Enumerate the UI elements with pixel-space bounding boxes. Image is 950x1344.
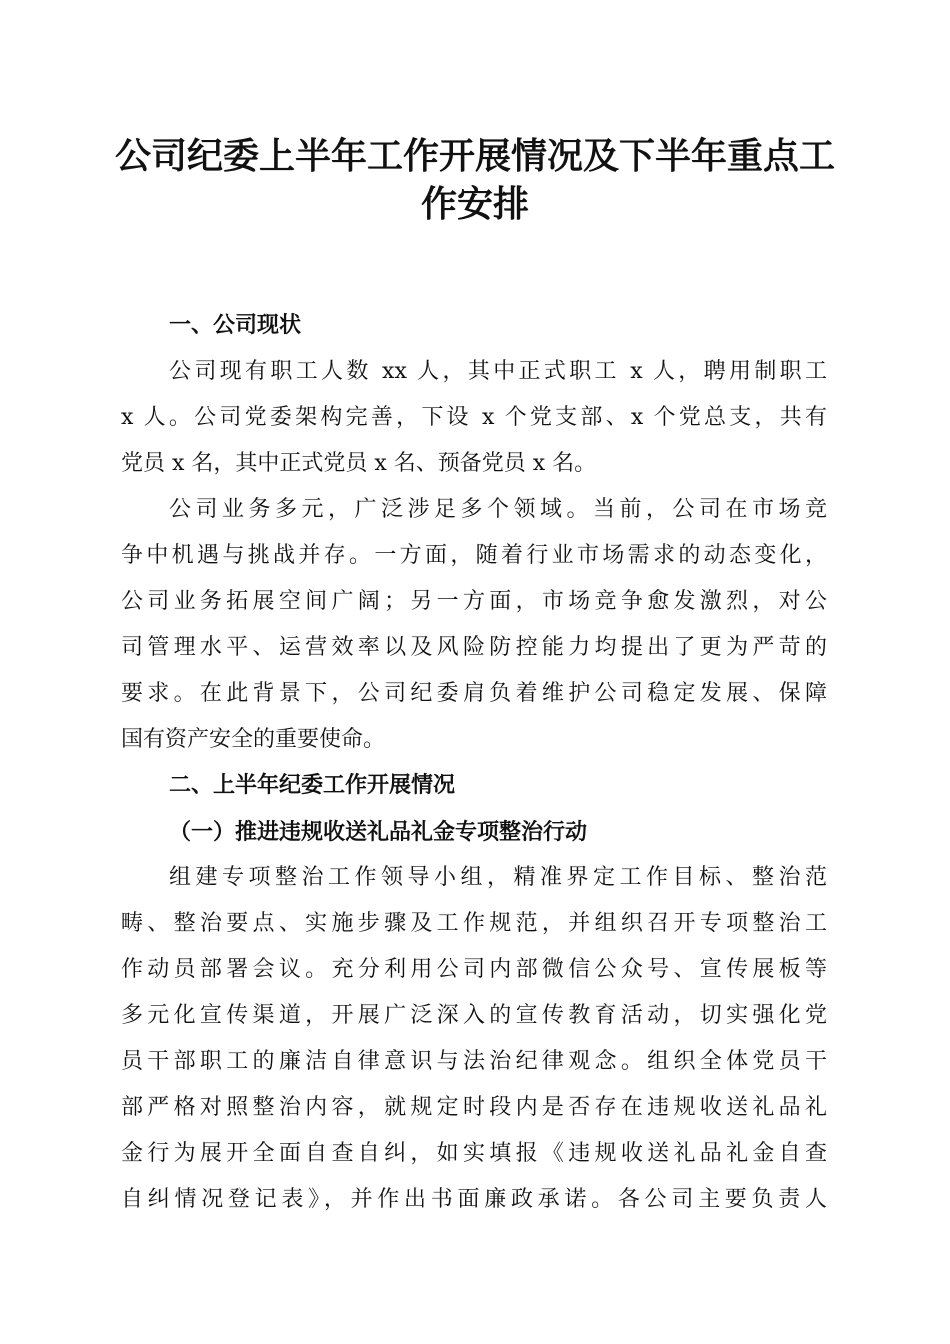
- paragraph-line: 作动员部署会议。充分利用公司内部微信公众号、宣传展板等: [121, 957, 827, 982]
- document-title: [110, 133, 840, 229]
- paragraph-line: 国有资产安全的重要使命。: [121, 727, 386, 752]
- section-2-subheading: （一）推进违规收送礼品礼金专项整治行动: [169, 819, 588, 845]
- paragraph-line: 金行为展开全面自查自纠，如实填报《违规收送礼品礼金自查: [121, 1141, 827, 1166]
- section-1-paragraph-2: [121, 487, 827, 763]
- paragraph-line: 公司业务拓展空间广阔；另一方面，市场竞争愈发激烈，对公: [121, 589, 827, 614]
- paragraph-line: 部严格对照整治内容，就规定时段内是否存在违规收送礼品礼: [121, 1095, 827, 1120]
- paragraph-line: 公司现有职工人数 xx 人，其中正式职工 x 人，聘用制职工: [169, 359, 827, 384]
- section-2-heading: 二、上半年纪委工作开展情况: [169, 773, 456, 798]
- paragraph-line: 公司业务多元，广泛涉足多个领域。当前，公司在市场竞: [169, 497, 827, 522]
- paragraph-line: 多元化宣传渠道，开展广泛深入的宣传教育活动，切实强化党: [121, 1003, 827, 1028]
- title-line-2: 作安排: [420, 184, 529, 225]
- paragraph-line: 畴、整治要点、实施步骤及工作规范，并组织召开专项整治工: [121, 911, 827, 936]
- paragraph-line: 争中机遇与挑战并存。一方面，随着行业市场需求的动态变化，: [121, 543, 827, 568]
- paragraph-line: 自纠情况登记表》，并作出书面廉政承诺。各公司主要负责人: [121, 1187, 827, 1212]
- paragraph-line: x 人。公司党委架构完善，下设 x 个党支部、x 个党总支，共有: [121, 405, 827, 430]
- section-1-heading: 一、公司现状: [169, 313, 302, 338]
- paragraph-line: 司管理水平、运营效率以及风险防控能力均提出了更为严苛的: [121, 635, 827, 660]
- section-2-paragraph-1: [121, 855, 827, 1223]
- title-line-1: 公司纪委上半年工作开展情况及下半年重点工: [114, 136, 835, 177]
- paragraph-line: 要求。在此背景下，公司纪委肩负着维护公司稳定发展、保障: [121, 681, 827, 706]
- document-body: [121, 303, 827, 1223]
- paragraph-line: 党员 x 名，其中正式党员 x 名、预备党员 x 名。: [121, 451, 597, 476]
- section-1-paragraph-1: [121, 349, 827, 487]
- paragraph-line: 组建专项整治工作领导小组，精准界定工作目标、整治范: [169, 865, 827, 890]
- paragraph-line: 员干部职工的廉洁自律意识与法治纪律观念。组织全体党员干: [121, 1049, 827, 1074]
